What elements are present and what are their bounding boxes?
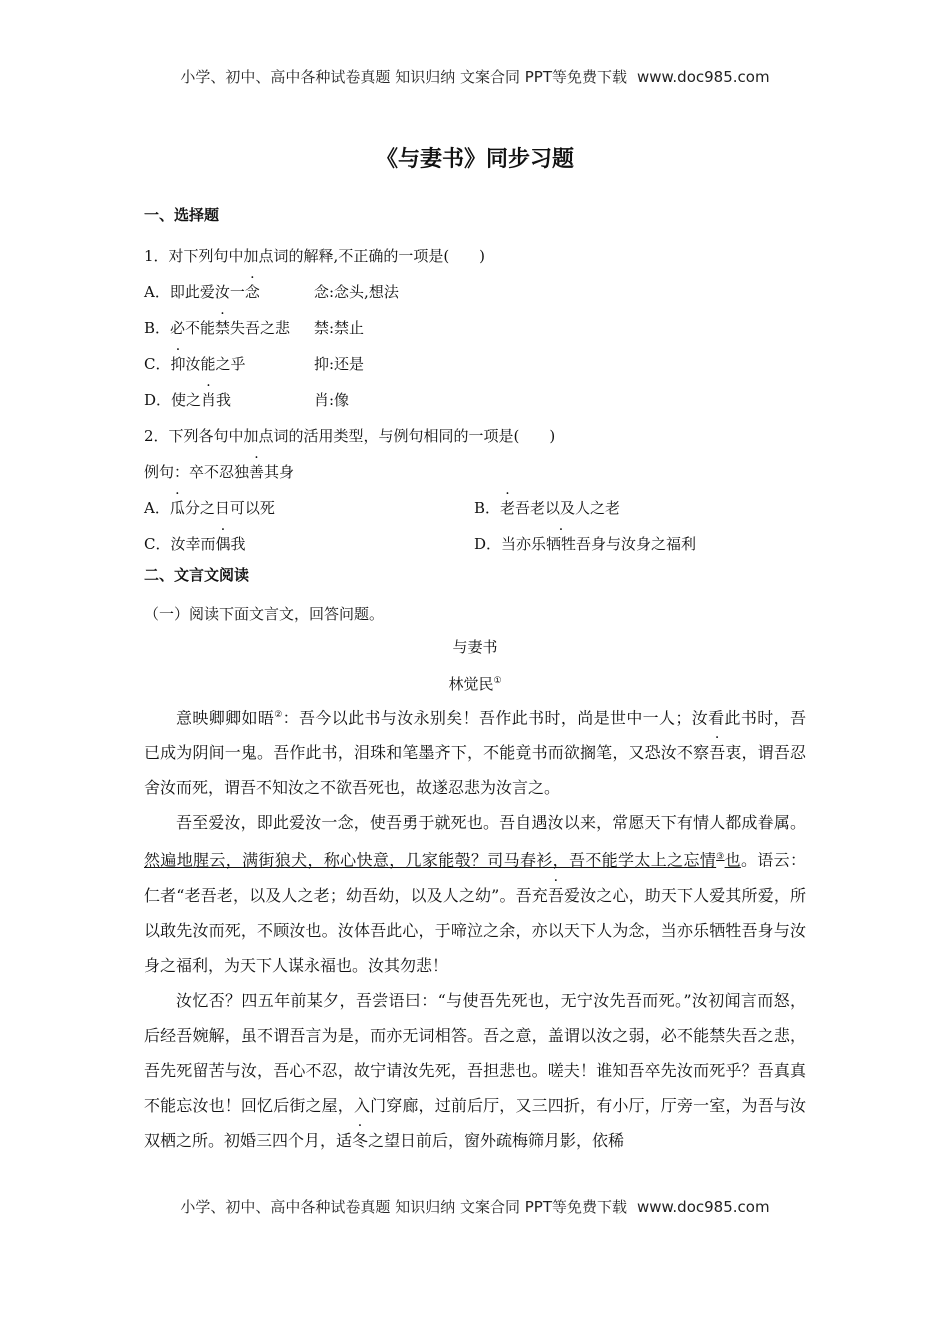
dotted-word: 肖 (201, 391, 217, 409)
q2-options-row-2 (144, 526, 806, 562)
passage-paragraph-2: 吾至爱汝，即此爱汝一念，使吾勇于就死也。吾自遇汝以来，常愿天下有情人都成眷属。然遍地腥云，满街狼犬，称心快意，几家能彀？司马春衫，吾不能学太上之忘情③也。语云：仁者“老吾老，以及人之老；幼吾幼，以及人之幼”。吾充吾爱汝之心，助天下人爱其所爱，所以敢先汝而死，不顾汝也。汝体吾此心，于啼泣之余，亦以天下人为念，当亦乐牺牲吾身与汝身之福利，为天下人谋永福也。汝其勿悲！ (144, 813, 806, 975)
q1-option-a-meaning: 念:念头,想法 (314, 283, 399, 301)
header-text: 小学、初中、高中各种试卷真题 知识归纳 文案合同 PPT等免费下载 (180, 68, 627, 86)
footer-text: 小学、初中、高中各种试卷真题 知识归纳 文案合同 PPT等免费下载 (180, 1198, 627, 1216)
dotted-word: 念 (244, 283, 260, 301)
underlined-sentence: 然遍地腥云，满街狼犬，称心快意，几家能彀？司马春衫，吾不能学太上之忘情 (144, 850, 717, 870)
page-footer (0, 1196, 950, 1217)
question-1-stem: 1．对下列句中加点词的解释,不正确的一项是( ) (144, 247, 486, 265)
dotted-word: 老 (500, 499, 516, 517)
q1-option-d-meaning: 肖:像 (314, 391, 350, 409)
dotted-word: 充 (531, 885, 548, 905)
q1-option-a: A．即此爱汝一念 念:念头,想法 (144, 283, 399, 301)
footnote-marker: ③ (716, 852, 725, 863)
page-title: 《与妻书》同步习题 (375, 147, 574, 172)
dotted-word: 适 (336, 1130, 353, 1150)
q1-option-b-meaning: 禁:禁止 (314, 319, 365, 337)
dotted-word: 善 (249, 463, 265, 481)
dotted-word: 禁 (215, 319, 231, 337)
q2-example: 例句：卒不忍独善其身 (144, 463, 295, 481)
reading-intro: （一）阅读下面文言文，回答问题。 (144, 605, 385, 623)
document-body (144, 140, 806, 1158)
q1-option-d: D．使之肖我 肖:像 (144, 391, 350, 409)
q2-option-d: D．当亦乐牺牲吾身与汝身之福利 (474, 535, 697, 553)
footer-url[interactable]: www.doc985.com (636, 1198, 770, 1216)
section-heading-choice: 一、选择题 (144, 206, 220, 224)
passage-paragraph-3: 汝忆否？四五年前某夕，吾尝语曰：“与使吾先死也，无宁汝先吾而死。”汝初闻言而怒，后经吾婉解，虽不谓吾言为是，而亦无词相答。吾之意，盖谓以汝之弱，必不能禁失吾之悲，吾先死留苦与汝，吾心不忍，故宁请汝先死，吾担悲也。嗟夫！谁知吾卒先汝而死乎？吾真真不能忘汝也！回忆后街之屋，入门穿廊，过前后厅，又三四折，有小厅，厅旁一室，为吾与汝双栖之所。初婚三四个月，适冬之望日前后，窗外疏梅筛月影，依稀 (144, 990, 806, 1150)
passage-paragraph-1: 意映卿卿如晤②：吾今以此书与汝永别矣！吾作此书时，尚是世中一人；汝看此书时，吾已成为阴间一鬼。吾作此书，泪珠和笔墨齐下，不能竟书而欲搁笔，又恐汝不察吾衷，谓吾忍舍汝而死，谓吾不知汝之不欲吾死也，故遂忍悲为汝言之。 (144, 708, 806, 798)
question-2-stem: 2．下列各句中加点词的活用类型，与例句相同的一项是( ) (144, 427, 556, 445)
q1-option-c: C．抑汝能之乎 抑:还是 (144, 355, 365, 373)
q2-option-b: B．老吾老以及人之老 (474, 499, 621, 517)
passage-author: 林觉民① (448, 675, 502, 693)
section-heading-reading: 二、文言文阅读 (144, 566, 250, 584)
q1-option-c-meaning: 抑:还是 (314, 355, 365, 373)
dotted-word: 偶 (215, 535, 231, 553)
footnote-marker: ① (493, 676, 502, 686)
footnote-marker: ② (274, 710, 283, 720)
q1-option-b: B．必不能禁失吾之悲 禁:禁止 (144, 319, 365, 337)
q2-option-a: A．瓜分之日可以死 (144, 499, 275, 517)
q2-option-c: C．汝幸而偶我 (144, 535, 246, 553)
dotted-word: 瓜 (169, 499, 185, 517)
passage-title: 与妻书 (452, 638, 498, 656)
dotted-word: 察 (693, 743, 710, 763)
page-header (0, 66, 950, 87)
q2-options-row-1 (144, 490, 806, 526)
dotted-word: 牺牲 (546, 535, 577, 553)
dotted-word: 抑 (170, 355, 186, 373)
header-url[interactable]: www.doc985.com (636, 68, 770, 86)
